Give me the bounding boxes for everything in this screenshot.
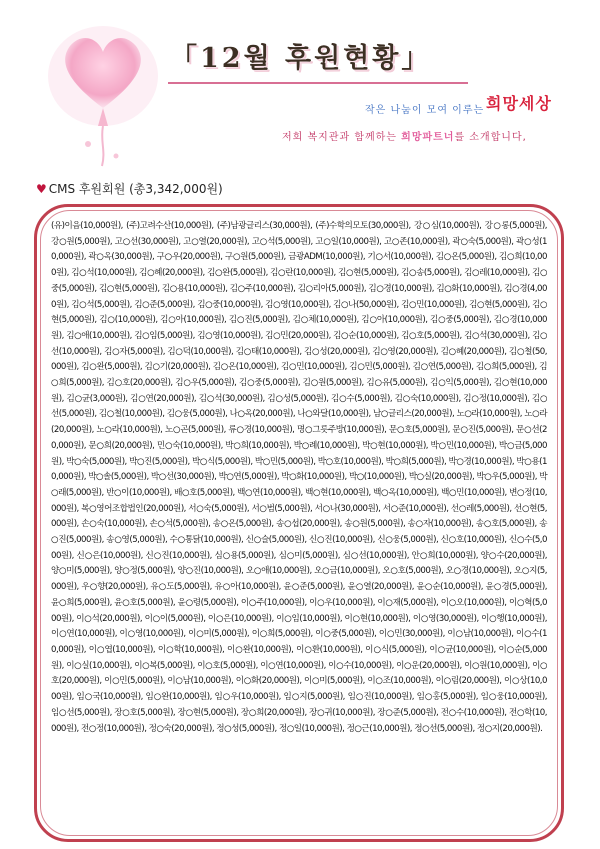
page-title: 「12월 후원현황」 bbox=[170, 43, 432, 74]
donor-list: (유)이음(10,000원), (주)고려수산(10,000원), (주)남광글리스(30,000원), (주)수학의모토(30,000원), 강○심(10,000원), 강○롱(5,000원), 강○원(5,000원), 고○선(30,000원), 고○열(20,000원), 고○석(5,000원), 고○일(10,000원), 고○존(10,000원), 곽○숙(5,000원), 곽○성(10,000원), 곽○옥(30,000원), 구○우(20,000원), 구○원(5,000원), 금광ADM(10,000원), 기○서(10,000원), 김○온(5,000원), 김○희(10,000원), 김○석(10,000원), 김○혜(20,000원), 김○완(5,000원), 김○란(10,000원), 김○현(5,000원), 김○송(5,000원), 김○레(10,000원), 김○중(5,000원), 김○현(5,000원), 김○용(10,000원), 김○주(10,000원), 김○리아(5,000원), 김○경(10,000원), 김○화(10,000원), 김○경(4,000원), 김○석(5,000원), 김○준(5,000원), 김○중(10,000원), 김○영(10,000원), 김○나(50,000원), 김○민(10,000원), 김○현(5,000원), 김○현(5,000원), 김○(10,000원), 김○아(10,000원), 김○진(5,000원), 김○체(10,000원), 김○아(10,000원), 김○중(5,000원), 김○경(10,000원), 김○애(10,000원), 김○임(5,000원), 김○영(10,000원), 김○민(20,000원), 김○순(10,000원), 김○호(5,000원), 김○석(30,000원), 김○선(10,000원), 김○자(5,000원), 김○덕(10,000원), 김○태(10,000원), 김○성(20,000원), 김○영(20,000원), 김○혜(20,000원), 김○철(50,000원), 김○완(5,000원), 김○기(20,000원), 김○온(10,000원), 김○민(10,000원), 김○민(5,000원), 김○연(5,000원), 김○희(5,000원), 김○희(5,000원), 김○호(20,000원), 김○우(5,000원), 김○중(5,000원), 김○원(5,000원), 김○유(5,000원), 김○익(5,000원), 김○현(10,000원), 김○균(3,000원), 김○연(20,000원), 김○석(30,000원), 김○성(5,000원), 김○수(5,000원), 김○숙(10,000원), 김○정(10,000원), 김○선(5,000원), 김○철(10,000원), 김○웅(5,000원), 나○옥(20,000원), 나○와달(10,000원), 남○글리스(20,000원), 노○라(10,000원), 노○라(20,000원), 노○라(10,000원), 노○곤(5,000원), 류○경(10,000원), 명○그릇주방(10,000원), 문○호(5,000원), 문○진(5,000원), 문○선(20,000원), 문○희(20,000원), 민○숙(10,000원), 박○희(10,000원), 박○례(10,000원), 박○현(10,000원), 박○민(10,000원), 박○금(5,000원), 박○숙(5,000원), 박○진(5,000원), 박○식(5,000원), 박○민(5,000원), 박○호(10,000원), 박○희(5,000원), 박○경(10,000원), 박○용(10,000원), 박○솔(5,000원), 박○선(30,000원), 박○연(5,000원), 박○화(10,000원), 박○(10,000원), 박○실(20,000원), 박○우(5,000원), 박○래(5,000원), 반○이(10,000원), 배○호(5,000원), 백○연(10,000원), 백○현(10,000원), 백○옥(10,000원), 백○민(10,000원), 변○정(10,000원), 복○영어조합법인(20,000원), 서○숙(5,000원), 서○범(5,000원), 서○나(30,000원), 서○준(10,000원), 선○레(5,000원), 선○현(5,000원), 손○숙(10,000원), 손○석(5,000원), 송○온(5,000원), 송○섭(20,000원), 송○원(5,000원), 송○자(10,000원), 송○호(5,000원), 송○진(5,000원), 송○영(5,000원), 수○통닭(10,000원), 신○슬(5,000원), 신○진(10,000원), 신○웅(5,000원), 신○호(10,000원), 신○수(5,000원), 신○은(10,000원), 신○진(10,000원), 심○용(5,000원), 심○미(5,000원), 심○선(10,000원), 안○희(10,000원), 양○수(20,000원), 양○미(5,000원), 양○정(5,000원), 양○진(10,000원), 오○애(10,000원), 오○금(10,000원), 오○호(5,000원), 오○경(10,000원), 오○지(5,000원), 우○향(20,000원), 유○도(5,000원), 유○아(10,000원), 윤○준(5,000원), 윤○열(20,000원), 윤○순(10,000원), 윤○경(5,000원), 윤○희(5,000원), 윤○호(5,000원), 윤○령(5,000원), 이○주(10,000원), 이○우(10,000원), 이○재(5,000원), 이○오(10,000원), 이○혁(5,000원), 이○석(20,000원), 이○이(5,000원), 이○은(10,000원), 이○임(10,000원), 이○현(10,000원), 이○영(30,000원), 이○행(10,000원), 이○연(10,000원), 이○영(10,000원), 이○미(5,000원), 이○희(5,000원), 이○중(5,000원), 이○민(30,000원), 이○남(10,000원), 이○수(10,000원), 이○엽(10,000원), 이○학(10,000원), 이○완(10,000원), 이○환(10,000원), 이○식(5,000원), 이○균(10,000원), 이○순(5,000원), 이○실(10,000원), 이○복(5,000원), 이○호(5,000원), 이○연(10,000원), 이○수(10,000원), 이○운(20,000원), 이○원(10,000원), 이○호(20,000원), 이○민(5,000원), 이○남(10,000원), 이○화(20,000원), 이○미(5,000원), 이○조(10,000원), 이○림(20,000원), 이○상(10,000원), 임○국(10,000원), 임○완(10,000원), 임○우(10,000원), 임○지(5,000원), 임○진(10,000원), 임○홍(5,000원), 임○웅(10,000원), 임○선(5,000원), 장○호(5,000원), 장○현(5,000원), 장○희(20,000원), 장○귀(10,000원), 장○준(5,000원), 전○수(10,000원), 전○학(10,000원), 전○정(10,000원), 정○숙(20,000원), 정○성(5,000원), 정○일(10,000원), 정○근(10,000원), 정○선(5,000원), 정○지(20,000원). bbox=[51, 221, 547, 734]
header bbox=[0, 0, 600, 160]
donor-box bbox=[34, 204, 564, 842]
heart-icon: ♥ bbox=[36, 182, 47, 196]
intro-highlight: 희망파트너 bbox=[401, 132, 455, 143]
tagline-small: 작은 나눔이 모여 이루는 bbox=[365, 105, 485, 116]
heart-balloon-icon bbox=[48, 16, 158, 176]
title-underline bbox=[168, 82, 468, 84]
intro-suffix: 를 소개합니다, bbox=[454, 132, 527, 143]
section-title bbox=[36, 180, 223, 197]
tagline-brand: 희망세상 bbox=[486, 94, 552, 113]
intro-line bbox=[282, 128, 527, 143]
intro-prefix: 저희 복지관과 함께하는 bbox=[282, 132, 397, 143]
section-title-text: CMS 후원회원 (총3,342,000원) bbox=[48, 182, 223, 196]
